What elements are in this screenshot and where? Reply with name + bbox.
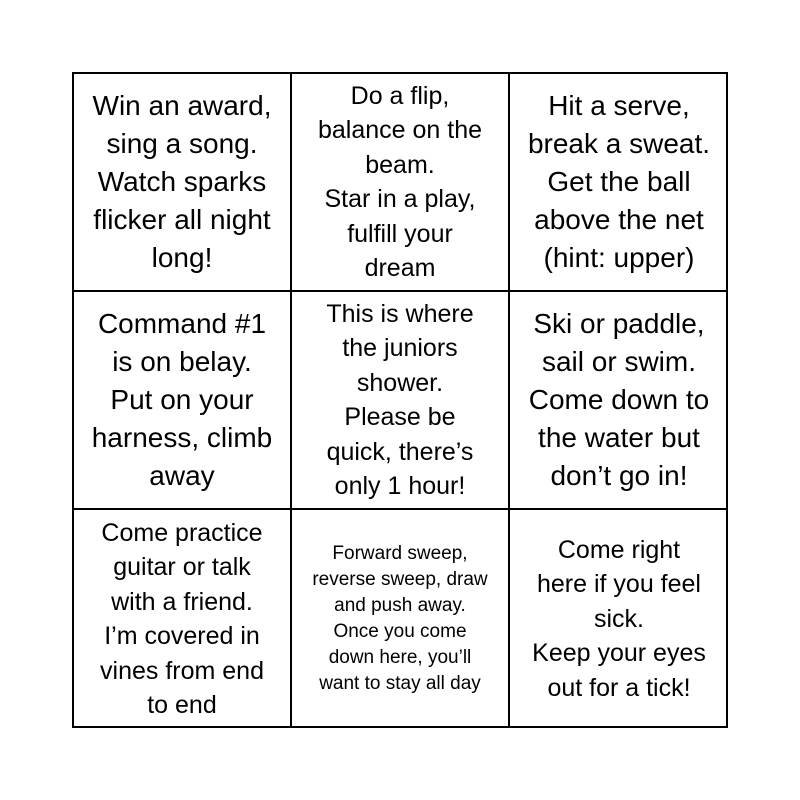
cell-clue-text: This is where the juniors shower. Please be quick, there’s only 1 hour! <box>326 299 474 500</box>
cell-clue-text: Do a flip, balance on the beam. Star in a play, fulfill your dream <box>317 81 483 282</box>
bingo-cell-7[interactable] <box>74 510 292 728</box>
cell-clue-text: Come right here if you feel sick. Keep your eyes out for a tick! <box>532 535 706 702</box>
cell-clue-text: Come practice guitar or talk with a friend. I’m covered in vines from end to end <box>100 518 264 719</box>
bingo-cell-4[interactable] <box>74 292 292 510</box>
bingo-cell-5[interactable] <box>292 292 510 510</box>
bingo-cell-9[interactable] <box>510 510 728 728</box>
cell-clue-text: Hit a serve, break a sweat. Get the ball above the net (hint: upper) <box>527 90 711 273</box>
cell-clue-text: Win an award, sing a song. Watch sparks flicker all night long! <box>92 90 272 273</box>
bingo-cell-3[interactable] <box>510 74 728 292</box>
bingo-cell-6[interactable] <box>510 292 728 510</box>
cell-clue-text: Forward sweep, reverse sweep, draw and push away. Once you come down here, you’ll want to stay all day <box>312 543 488 694</box>
cell-clue-text: Command #1 is on belay. Put on your harness, climb away <box>91 308 273 491</box>
bingo-cell-1[interactable] <box>74 74 292 292</box>
bingo-cell-8[interactable] <box>292 510 510 728</box>
bingo-cell-2[interactable] <box>292 74 510 292</box>
bingo-card <box>72 72 728 728</box>
cell-clue-text: Ski or paddle, sail or swim. Come down to the water but don’t go in! <box>528 308 710 491</box>
